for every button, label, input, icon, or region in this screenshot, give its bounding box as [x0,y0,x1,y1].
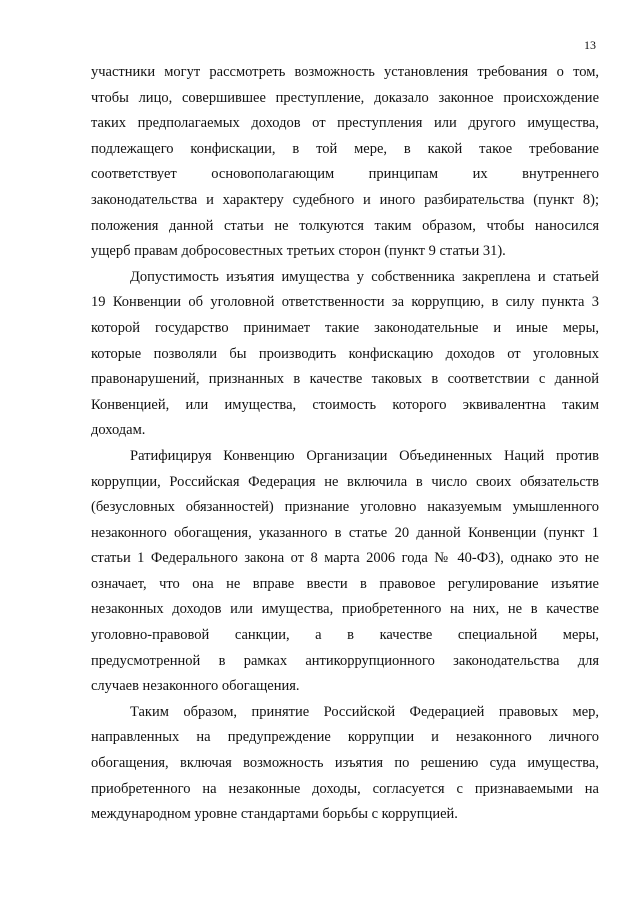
text-line: незаконного обогащения, указанного в статье 20 данной Конвенции (пункт 1 [91,524,599,541]
text-line: означает, что она не вправе ввести в правовое регулирование изъятие [91,575,599,592]
text-line: случаев незаконного обогащения. [91,678,300,695]
text-line: доходам. [91,422,146,439]
text-line: направленных на предупреждение коррупции и незаконного личного [91,729,599,746]
text-line: коррупции, Российская Федерация не включила в число своих обязательств [91,473,599,490]
text-line: положения данной статьи не толкуются таким образом, чтобы наносился [91,217,599,234]
text-line: обогащения, включая возможность изъятия по решению суда имущества, [91,755,599,772]
page-number: 13 [584,38,596,52]
text-line: статьи 1 Федерального закона от 8 марта 2006 года № 40-ФЗ), однако это не [91,550,599,567]
text-line: приобретенного на незаконные доходы, согласуется с признаваемыми на [91,780,599,797]
text-line: которые позволяли бы производить конфискацию доходов от уголовных [91,345,599,362]
text-line: правонарушений, признанных в качестве таковых в соответствии с данной [91,371,599,388]
text-line: участники могут рассмотреть возможность установления требования о том, [91,64,599,80]
document-body [91,60,599,828]
text-line: соответствует основополагающим принципам их внутреннего [91,166,599,183]
text-line: ущерб правам добросовестных третьих сторон (пункт 9 статьи 31). [91,243,506,260]
text-line: 19 Конвенции об уголовной ответственности за коррупцию, в силу пункта 3 [91,294,599,311]
text-line: Конвенцией, или имущества, стоимость которого эквивалентна таким [91,396,599,413]
text-line: (безусловных обязанностей) признание уголовно наказуемым умышленного [91,499,599,516]
text-line: Допустимость изъятия имущества у собственника закреплена и статьей [130,268,599,285]
text-line: таких предполагаемых доходов от преступления или другого имущества, [91,115,599,132]
text-line: предусмотренной в рамках антикоррупционного законодательства для [91,652,599,669]
text-line: Таким образом, принятие Российской Федерацией правовых мер, [130,703,599,720]
text-line: которой государство принимает такие законодательные и иные меры, [91,319,599,336]
text-line: законодательства и характеру судебного и иного разбирательства (пункт 8); [91,191,599,208]
text-line: подлежащего конфискации, в той мере, в какой такое требование [91,140,599,157]
text-line: чтобы лицо, совершившее преступление, доказало законное происхождение [91,89,599,106]
text-line: Ратифицируя Конвенцию Организации Объединенных Наций против [130,447,599,464]
text-line: незаконных доходов или имущества, приобретенного на них, не в качестве [91,601,599,618]
text-line: уголовно-правовой санкции, а в качестве специальной меры, [91,627,599,644]
text-line: международном уровне стандартами борьбы с коррупцией. [91,806,458,823]
